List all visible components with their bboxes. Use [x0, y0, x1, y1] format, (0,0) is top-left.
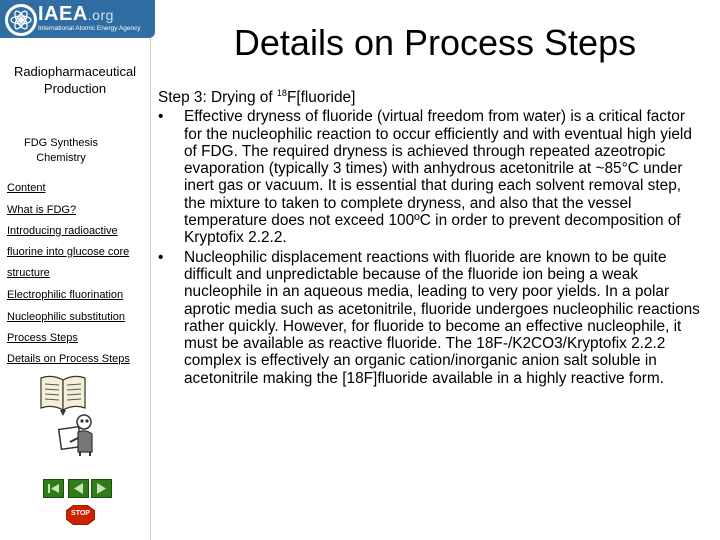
nav-link-what-is-fdg[interactable]: What is FDG?	[7, 204, 77, 216]
slide-content	[158, 89, 703, 389]
step-heading: Step 3: Drying of $^{18}$F[fluoride]	[158, 87, 356, 106]
logo-wordmark: IAEA.org	[38, 3, 114, 25]
nav-link-nucleophilic-substitution[interactable]: Nucleophilic substitution	[7, 311, 126, 323]
stop-label: STOP	[71, 510, 90, 517]
sidebar-subtitle: FDG Synthesis Chemistry	[24, 137, 98, 164]
nav-link-introducing-radioactive-line3[interactable]: structure	[7, 267, 50, 279]
bullet-marker: •	[158, 248, 164, 266]
logo-subtitle: International Atomic Energy Agency	[38, 25, 141, 32]
iaea-logo	[0, 0, 155, 38]
first-slide-button[interactable]	[43, 479, 64, 498]
iaea-seal-icon	[5, 4, 37, 36]
page-title: Details on Process Steps	[233, 22, 637, 63]
bullet-text: Effective dryness of fluoride (virtual freedom from water) is a critical factor for the nucleophilic reaction to occur efficiently and with eventual high yield of FDG. The required dryness is achieved through repeated azeotropic evaporation (typically 3 times) with anhydrous acetonitrile at ~85°C under inert gas or vacuum. It is essential that during each solvent removal step, the mixture to taken to complete dryness, and also that the vessel temperature does not exceed 100ºC in order to prevent decomposition of Kryptofix 2.2.2.	[184, 108, 692, 247]
sidebar	[0, 0, 151, 540]
stop-button[interactable]	[66, 505, 95, 525]
bullet-text: Nucleophilic displacement reactions with fluoride are known to be quite difficult and unpredictable because of the fluoride ion being a weak nucleophile in an aqueous media, leading to very poor yields. In a polar aprotic media such as acetonitrile, fluoride undergoes nucleophilic reactions rather quickly. However, for fluoride to become an effective nucleophile, it must be available as reactive fluoride. The 18F-/K2CO3/Kryptofix 2.2.2 complex is effectively an organic cation/inorganic anion salt soluble in acetonitrile making the [18F]fluoride available in a highly reactive form.	[184, 248, 700, 387]
book-icon	[38, 372, 88, 416]
bullet-marker: •	[158, 108, 164, 126]
nav-link-process-steps[interactable]: Process Steps	[7, 332, 78, 344]
previous-slide-button[interactable]	[68, 479, 89, 498]
bullet-item	[158, 108, 703, 246]
nav-link-content[interactable]: Content	[7, 182, 46, 194]
sidebar-title: Radiopharmaceutical Production	[13, 64, 137, 96]
person-reading-icon	[58, 412, 98, 456]
next-slide-button[interactable]	[91, 479, 112, 498]
nav-link-details-on-process-steps[interactable]: Details on Process Steps	[7, 353, 130, 365]
bullet-item	[158, 249, 703, 387]
nav-link-introducing-radioactive-line2[interactable]: fluorine into glucose core	[7, 246, 130, 258]
nav-link-electrophilic-fluorination[interactable]: Electrophilic fluorination	[7, 289, 124, 301]
nav-link-introducing-radioactive-line1[interactable]: Introducing radioactive	[7, 225, 118, 237]
